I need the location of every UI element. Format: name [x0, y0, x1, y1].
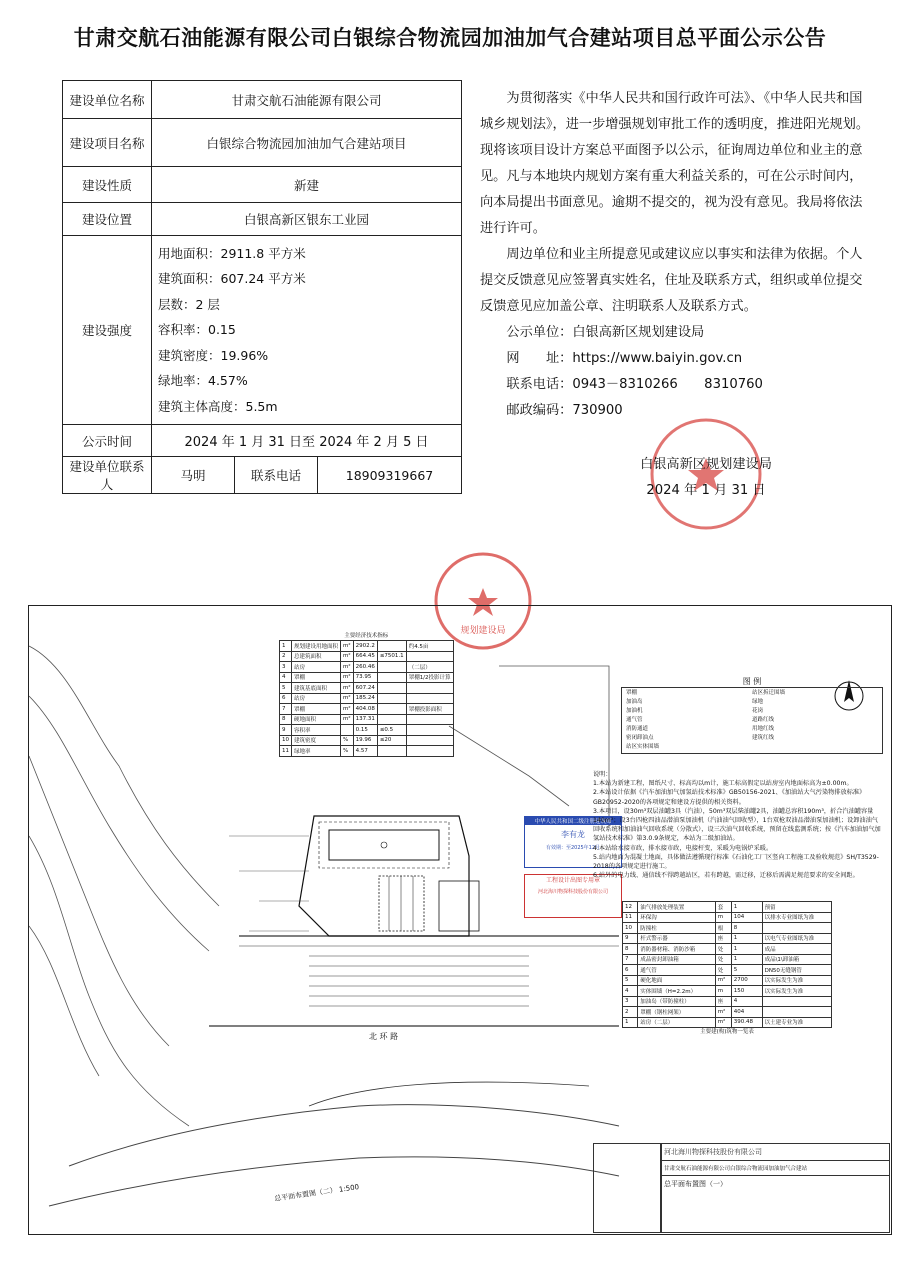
quant-cell [762, 996, 831, 1007]
project-short: 甘肃交航石油能源有限公司白银综合物流园加油加气合建站 [661, 1161, 889, 1176]
econ-indicator-block [279, 632, 454, 757]
quant-cell: 站房（二层） [638, 1017, 715, 1028]
notice-phone: 联系电话：0943－8310266 8310760 [506, 377, 763, 392]
quant-cell: 4 [623, 986, 638, 997]
notice-text [480, 86, 870, 424]
quant-row [623, 996, 832, 1007]
quant-cell: 12 [623, 902, 638, 913]
econ-cell: 约4.5亩 [406, 641, 453, 652]
econ-cell [406, 651, 453, 662]
econ-cell: 10 [280, 735, 292, 746]
quant-cell: 座 [715, 933, 731, 944]
notice-website: 网 址：https://www.baiyin.gov.cn [506, 351, 743, 366]
road-label: 北 环 路 [369, 1032, 399, 1041]
stat-land-area: 用地面积：2911.8 平方米 [158, 245, 306, 261]
nature-value: 新建 [152, 167, 462, 203]
quant-cell: 1 [731, 944, 762, 955]
quant-table [622, 901, 832, 1028]
quant-row [623, 944, 832, 955]
econ-cell [406, 714, 453, 725]
legend-item: 绿地 [752, 699, 764, 705]
phone-label: 联系电话 [235, 457, 318, 494]
econ-cell: 19.96 [353, 735, 377, 746]
econ-cell [377, 662, 406, 673]
econ-row [280, 683, 454, 694]
site-plan-drawing [28, 605, 892, 1235]
econ-cell: 建筑基底面积 [292, 683, 341, 694]
contact-name: 马明 [152, 457, 235, 494]
econ-row [280, 746, 454, 757]
legend-item: 花岗 [752, 708, 764, 714]
sign-org: 白银高新区规划建设局 [640, 457, 772, 472]
quant-cell: 成品 [762, 944, 831, 955]
unit-label: 建设单位名称 [63, 81, 152, 119]
project-label: 建设项目名称 [63, 119, 152, 167]
quant-row [623, 1017, 832, 1028]
econ-row [280, 714, 454, 725]
quant-cell: 1 [731, 902, 762, 913]
econ-cell: 260.46 [353, 662, 377, 673]
phone-value: 18909319667 [318, 457, 462, 494]
legend-item: 加油岛 [626, 699, 643, 705]
quant-row [623, 912, 832, 923]
econ-row [280, 735, 454, 746]
quant-cell: 1 [731, 954, 762, 965]
econ-cell: 站房 [292, 662, 341, 673]
quant-row [623, 965, 832, 976]
econ-cell: m² [341, 651, 354, 662]
note-2: 2.本站设计依据《汽车加油加气加氢站技术标准》GB50156-2021、《加油站大气污染物排放标准》GB20952-2020的各项规定和建设方提供的相关资料。 [593, 789, 866, 806]
quant-cell: 成品\1\卸油箱 [762, 954, 831, 965]
notice-publisher: 公示单位：白银高新区规划建设局 [506, 325, 705, 340]
econ-row [280, 704, 454, 715]
quant-cell: 1 [623, 1017, 638, 1028]
project-info-table [62, 80, 462, 494]
econ-cell: 总建筑面积 [292, 651, 341, 662]
legend-item: 消防通道 [626, 726, 649, 732]
econ-row [280, 725, 454, 736]
note-6: 6.站外的电力线、通信线不得跨越站区，若有跨越，需迁移，迁移后需满足规范要求的安全间距。 [593, 872, 859, 880]
quant-cell: 3 [623, 996, 638, 1007]
econ-row [280, 672, 454, 683]
econ-row [280, 641, 454, 652]
quant-cell: DN50无缝钢管 [762, 965, 831, 976]
stamp2-sub: 河北海川物探科技股份有限公司 [537, 889, 608, 895]
econ-cell: ≤7501.1 [377, 651, 406, 662]
econ-cell [377, 641, 406, 652]
econ-cell [406, 693, 453, 704]
drawing-label: 总平面布置图（二） 1:500 [273, 1183, 360, 1203]
quant-cell: 根 [715, 923, 731, 934]
quant-cell: 环保沟 [638, 912, 715, 923]
legend-title: 图 例 [742, 677, 762, 686]
econ-cell: m² [341, 693, 354, 704]
econ-cell: 4 [280, 672, 292, 683]
quant-cell: 10 [623, 923, 638, 934]
company-name: 河北海川物探科技股份有限公司 [661, 1144, 889, 1161]
quant-cell [762, 923, 831, 934]
quant-cell: m² [715, 975, 731, 986]
econ-cell [377, 672, 406, 683]
quant-cell: 1 [731, 933, 762, 944]
quant-cell: 实体围墙（H=2.2m） [638, 986, 715, 997]
econ-cell: 4.57 [353, 746, 377, 757]
quant-cell: m² [715, 1017, 731, 1028]
plan-notes [593, 770, 883, 880]
stat-far: 容积率：0.15 [158, 322, 236, 338]
quant-cell: 硬化地面 [638, 975, 715, 986]
quant-caption: 主要建(构)筑物一览表 [700, 1029, 754, 1035]
quant-cell: 套 [715, 902, 731, 913]
econ-cell: 3 [280, 662, 292, 673]
quant-block [622, 901, 832, 1036]
econ-cell: 9 [280, 725, 292, 736]
legend-item: 用地红线 [752, 726, 775, 732]
notice-signature [626, 452, 786, 504]
legend-item: 加油机 [626, 708, 643, 714]
econ-cell: 规划建设用地面积 [292, 641, 341, 652]
quant-row [623, 954, 832, 965]
econ-cell: 罩棚 [292, 672, 341, 683]
legend-item: 道路红线 [752, 717, 775, 723]
quant-row [623, 986, 832, 997]
stamp-no: 有效期：至2025年12月 [545, 845, 601, 851]
stamp-name: 李有龙 [561, 830, 585, 839]
quant-cell: m [715, 986, 731, 997]
econ-cell: m² [341, 683, 354, 694]
quant-cell: 104 [731, 912, 762, 923]
quant-cell: 6 [623, 965, 638, 976]
drawing-title: 总平面布置图（一） [664, 1180, 727, 1188]
econ-cell: ≤0.5 [377, 725, 406, 736]
quant-cell: m [715, 912, 731, 923]
notice-para-2: 周边单位和业主所提意见或建议应以事实和法律为依据。个人提交反馈意见应签署真实姓名，住址及联系方式，组织或单位提交反馈意见应加盖公章、注明联系人及联系方式。 [480, 247, 863, 314]
econ-cell: 8 [280, 714, 292, 725]
econ-cell: 1 [280, 641, 292, 652]
design-stamp [524, 874, 622, 918]
econ-cell: 11 [280, 746, 292, 757]
stat-floors: 层数：2 层 [158, 296, 220, 312]
econ-cell: 2902.2 [353, 641, 377, 652]
econ-cell: 664.45 [353, 651, 377, 662]
econ-title: 主要经济技术指标 [344, 633, 389, 639]
econ-cell: 137.31 [353, 714, 377, 725]
quant-cell: m² [715, 1007, 731, 1018]
econ-cell: m² [341, 641, 354, 652]
quant-cell: 加油岛（带防撞柱） [638, 996, 715, 1007]
quant-cell: 8 [731, 923, 762, 934]
note-5: 5.站内地面为混凝土地面，具体做法遵循现行标准《石油化工厂区竖向工程施工及验收规范》SH/T3529-2018的各项规定进行施工。 [593, 853, 879, 871]
note-3: 3.本项目，设30m³双层油罐3具（汽油），50m³双层柴油罐2具，油罐总容积190m³，折合汽油罐容量140m³；设3台四枪四油品潜油泵加油机（汽油油气回收型），1台双枪双油品潜油泵加油机；设卸油油气回收系统和加油油气回收系统（分散式），设三次油气回收系统，预留在线监测系统；按《汽车加油加气加氢站技术标准》第3.0.9条规定，本站为二级加油站。 [593, 807, 881, 843]
quant-cell: 150 [731, 986, 762, 997]
econ-cell: % [341, 735, 354, 746]
quant-cell: 处 [715, 944, 731, 955]
legend-item: 站区拆迁围墙 [752, 690, 786, 696]
legend-item: 密闭卸油点 [626, 735, 654, 741]
econ-cell: 2 [280, 651, 292, 662]
econ-cell [341, 725, 354, 736]
econ-cell: （二层） [406, 662, 453, 673]
stat-height: 建筑主体高度：5.5m [158, 398, 278, 414]
quant-cell: 以排水专业图纸为准 [762, 912, 831, 923]
quant-cell: 防撞柱 [638, 923, 715, 934]
econ-cell: m² [341, 662, 354, 673]
quant-cell: 油气排放处理装置 [638, 902, 715, 913]
econ-cell: 罩棚1/2投影计算 [406, 672, 453, 683]
econ-cell: 404.08 [353, 704, 377, 715]
stamp2-title: 工程设计出图专用章 [545, 877, 600, 884]
econ-cell [377, 746, 406, 757]
intensity-label: 建设强度 [63, 236, 152, 425]
intensity-stats [152, 236, 462, 425]
econ-cell: 73.95 [353, 672, 377, 683]
econ-cell: 站房 [292, 693, 341, 704]
quant-cell: 2 [623, 1007, 638, 1018]
quant-cell: 以实际发生为准 [762, 975, 831, 986]
econ-cell: 罩棚投影面积 [406, 704, 453, 715]
econ-row [280, 662, 454, 673]
stat-building-area: 建筑面积：607.24 平方米 [158, 271, 306, 287]
quant-cell: 罩棚（钢柱网架） [638, 1007, 715, 1018]
econ-cell: 7 [280, 704, 292, 715]
econ-row [280, 693, 454, 704]
quant-cell: 座 [715, 996, 731, 1007]
econ-cell: 硬地面积 [292, 714, 341, 725]
econ-cell [377, 683, 406, 694]
svg-text:规划建设局: 规划建设局 [460, 626, 506, 636]
quant-row [623, 933, 832, 944]
stat-density: 建筑密度：19.96% [158, 347, 269, 363]
econ-cell: ≤20 [377, 735, 406, 746]
quant-cell: 404 [731, 1007, 762, 1018]
econ-cell: m² [341, 672, 354, 683]
quant-cell: 以土建专业为准 [762, 1017, 831, 1028]
econ-cell: 185.24 [353, 693, 377, 704]
quant-cell: 处 [715, 965, 731, 976]
quant-cell: 消防器材箱、消防沙箱 [638, 944, 715, 955]
quant-row [623, 1007, 832, 1018]
unit-value: 甘肃交航石油能源有限公司 [152, 81, 462, 119]
time-label: 公示时间 [63, 425, 152, 457]
approval-block [593, 1143, 662, 1233]
time-value: 2024 年 1 月 31 日至 2024 年 2 月 5 日 [152, 425, 462, 457]
quant-cell: 预留 [762, 902, 831, 913]
econ-cell: 建筑密度 [292, 735, 341, 746]
legend-item: 罩棚 [626, 690, 638, 696]
econ-cell: 0.15 [353, 725, 377, 736]
econ-indicator-table [279, 640, 454, 757]
econ-cell: 罩棚 [292, 704, 341, 715]
notes-title: 说明： [593, 771, 612, 778]
legend-item: 通气管 [626, 717, 643, 723]
econ-cell [406, 683, 453, 694]
legend-block [621, 676, 883, 754]
econ-cell: 绿地率 [292, 746, 341, 757]
econ-cell [406, 725, 453, 736]
sign-date: 2024 年 1 月 31 日 [646, 483, 766, 498]
quant-cell: 2700 [731, 975, 762, 986]
econ-cell: 5 [280, 683, 292, 694]
quant-cell: 成品密封卸油箱 [638, 954, 715, 965]
econ-cell [377, 714, 406, 725]
quant-cell: 杆式警示器 [638, 933, 715, 944]
quant-cell: 以实际发生为准 [762, 986, 831, 997]
nature-label: 建设性质 [63, 167, 152, 203]
notice-postcode: 邮政编码：730900 [506, 403, 623, 418]
quant-cell: 390.48 [731, 1017, 762, 1028]
quant-cell: 4 [731, 996, 762, 1007]
econ-cell [406, 746, 453, 757]
project-value: 白银综合物流园加油加气合建站项目 [152, 119, 462, 167]
quant-cell: 5 [623, 975, 638, 986]
legend-grid [621, 687, 883, 754]
quant-cell: 通气管 [638, 965, 715, 976]
econ-cell: 容积率 [292, 725, 341, 736]
quant-cell: 5 [731, 965, 762, 976]
note-4: 4.本站给水接市政，排水接市政，电接杆变，采暖为电锅炉采暖。 [593, 844, 773, 852]
econ-cell: 607.24 [353, 683, 377, 694]
quant-row [623, 975, 832, 986]
quant-cell: 11 [623, 912, 638, 923]
econ-cell: m² [341, 704, 354, 715]
stat-green-ratio: 绿地率：4.57% [158, 373, 248, 389]
quant-cell [762, 1007, 831, 1018]
stamp-title: 中华人民共和国二级注册建筑师 [525, 817, 621, 825]
contact-label: 建设单位联系人 [63, 457, 152, 494]
notice-para-1: 为贯彻落实《中华人民共和国行政许可法》、《中华人民共和国城乡规划法》，进一步增强规划审批工作的透明度，推进阳光规划。现将该项目设计方案总平面图予以公示，征询周边单位和业主的意见。凡与本地块内规划方案有重大利益关系的，可在公示时间内，向本局提出书面意见。逾期不提交的，视为没有意见。我局将依法进行许可。 [480, 91, 870, 236]
quant-row [623, 902, 832, 913]
quant-row [623, 923, 832, 934]
econ-cell: % [341, 746, 354, 757]
econ-cell [377, 693, 406, 704]
note-1: 1.本站为新建工程，图纸尺寸、标高均以m计，施工标高假定以站房室内地面标高为±0.00m。 [593, 780, 853, 788]
econ-cell: m² [341, 714, 354, 725]
econ-cell [406, 735, 453, 746]
document-title: 甘肃交航石油能源有限公司白银综合物流园加油加气合建站项目总平面公示公告 [73, 26, 827, 50]
econ-row [280, 651, 454, 662]
quant-cell: 以电气专业图纸为准 [762, 933, 831, 944]
econ-cell: 6 [280, 693, 292, 704]
quant-cell: 处 [715, 954, 731, 965]
legend-item: 站区实体围墙 [626, 744, 660, 750]
econ-cell [377, 704, 406, 715]
legend-item: 建筑红线 [752, 735, 775, 741]
quant-cell: 9 [623, 933, 638, 944]
location-value: 白银高新区银东工业园 [152, 203, 462, 236]
drawing-title-block [660, 1143, 890, 1233]
quant-cell: 7 [623, 954, 638, 965]
location-label: 建设位置 [63, 203, 152, 236]
quant-cell: 8 [623, 944, 638, 955]
